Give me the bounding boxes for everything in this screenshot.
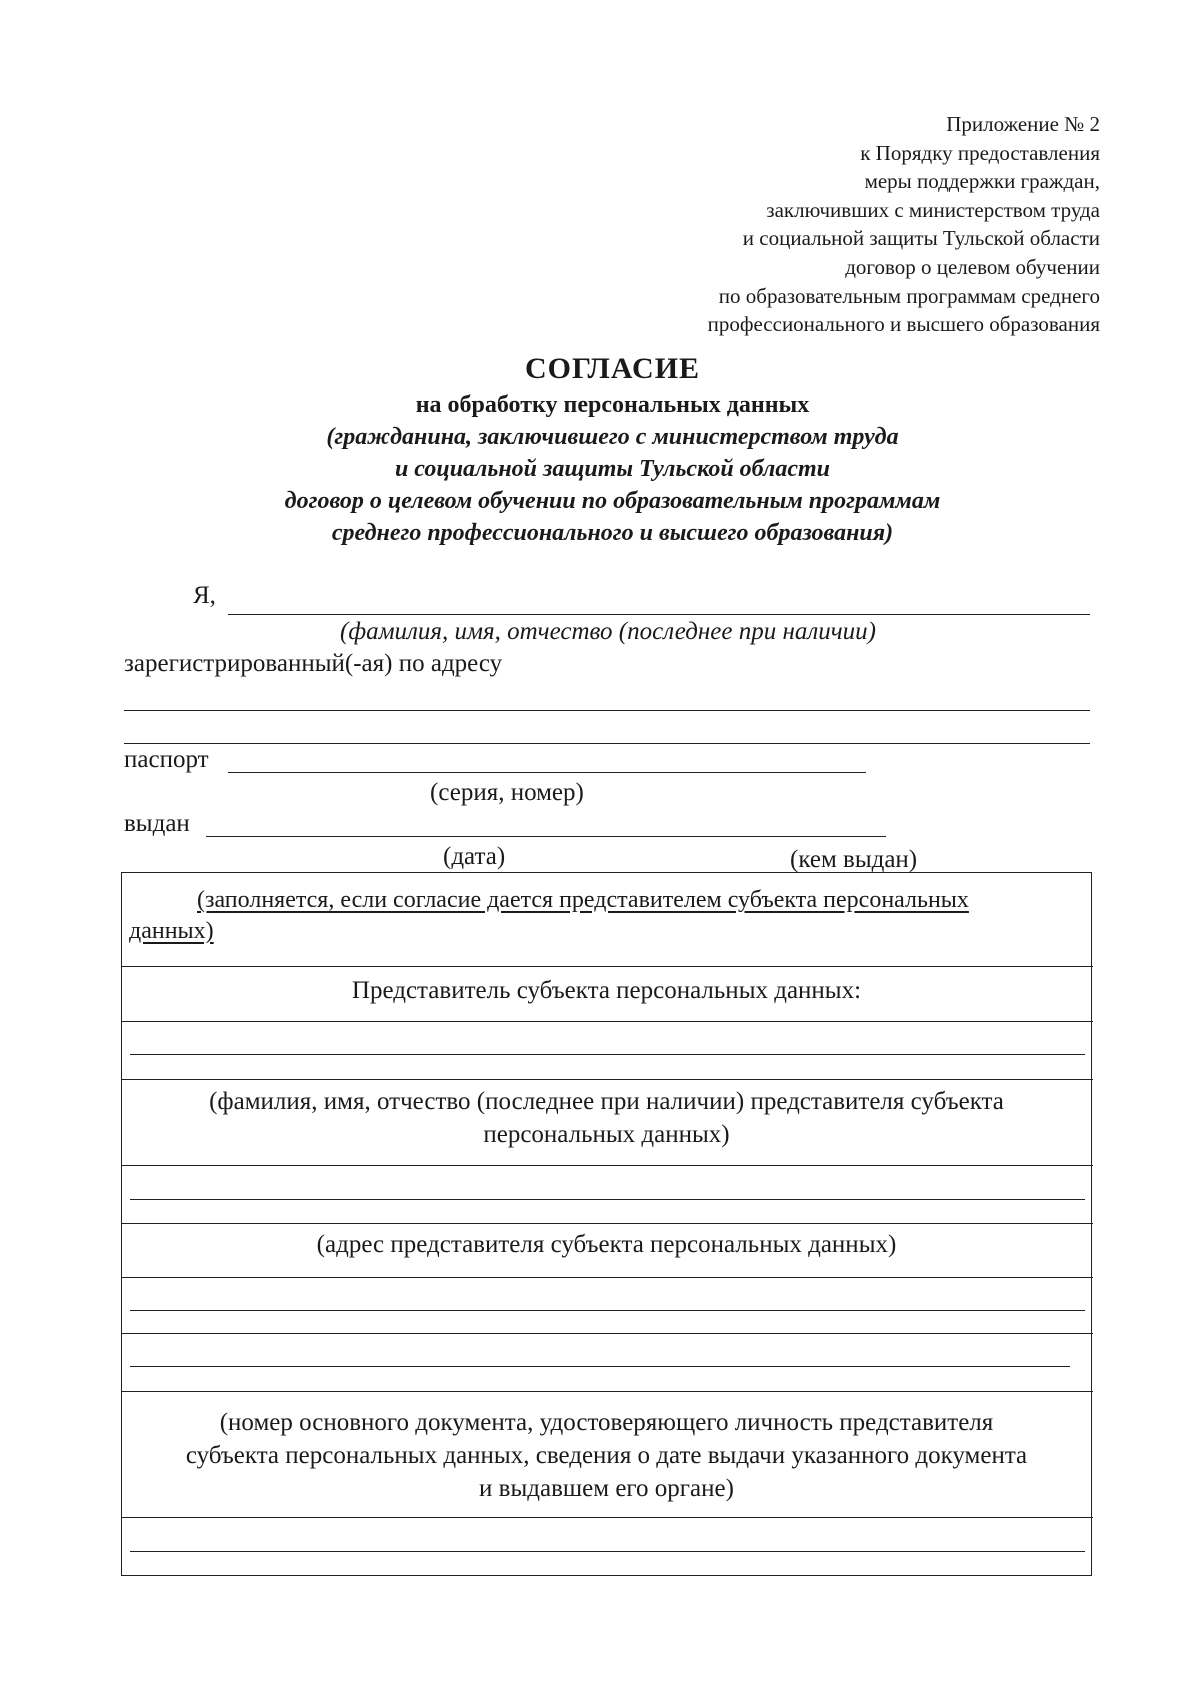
rep-document-hint: субъекта персональных данных, сведения о дате выдачи указанного документа xyxy=(185,1442,1028,1469)
appendix-line: Приложение № 2 xyxy=(946,112,1100,136)
fio-hint: (фамилия, имя, отчество (последнее при наличии) xyxy=(340,618,877,645)
address-label: зарегистрированный(-ая) по адресу xyxy=(124,650,503,677)
appendix-line: к Порядку предоставления xyxy=(860,140,1100,165)
subtitle-italic-line: и социальной защиты Тульской области xyxy=(394,456,831,482)
rep-fio-hint: персональных данных) xyxy=(483,1121,730,1148)
rep-document-hint: и выдавшем его органе) xyxy=(479,1475,734,1502)
rep-address-line[interactable] xyxy=(122,1333,1093,1334)
rep-fio-hint: (фамилия, имя, отчество (последнее при наличии) представителя субъекта xyxy=(209,1088,1004,1115)
representative-note-cont: данных) xyxy=(129,918,214,944)
issuer-hint: (кем выдан) xyxy=(790,846,918,873)
passport-field-line[interactable] xyxy=(228,772,866,773)
address-field-line[interactable] xyxy=(124,743,1090,744)
issued-label: выдан xyxy=(124,810,190,837)
appendix-line: заключивших с министерством труда xyxy=(766,197,1100,222)
box-divider xyxy=(122,966,1093,967)
rep-address-hint: (адрес представителя субъекта персональных данных) xyxy=(316,1231,897,1258)
representative-heading: Представитель субъекта персональных данных: xyxy=(351,977,862,1004)
date-hint: (дата) xyxy=(443,843,506,870)
rep-fio-line[interactable] xyxy=(130,1054,1085,1055)
series-hint: (серия, номер) xyxy=(430,779,584,806)
document-subtitle: на обработку персональных данных xyxy=(415,392,810,418)
fio-field-line[interactable] xyxy=(228,614,1090,615)
rep-document-line[interactable] xyxy=(122,1517,1093,1518)
representative-note: (заполняется, если согласие дается представителем субъекта персональных xyxy=(197,887,969,913)
appendix-line: меры поддержки граждан, xyxy=(864,169,1100,194)
appendix-line: по образовательным программам среднего xyxy=(718,283,1100,308)
rep-fio-line[interactable] xyxy=(130,1199,1085,1200)
subtitle-italic-line: (гражданина, заключившего с министерством труда xyxy=(326,424,899,450)
representative-box xyxy=(121,872,1092,1576)
rep-fio-line[interactable] xyxy=(122,1021,1093,1022)
appendix-line: профессионального и высшего образования xyxy=(707,312,1100,337)
rep-address-line[interactable] xyxy=(130,1366,1070,1367)
passport-label: паспорт xyxy=(124,746,209,773)
document-title: СОГЛАСИЕ xyxy=(524,352,701,385)
issued-field-line[interactable] xyxy=(206,836,886,837)
rep-document-hint: (номер основного документа, удостоверяющего личность представителя xyxy=(219,1409,994,1436)
i-label: Я, xyxy=(193,582,216,609)
address-field-line[interactable] xyxy=(124,710,1090,711)
box-divider xyxy=(122,1223,1093,1224)
rep-address-line[interactable] xyxy=(122,1277,1093,1278)
box-divider xyxy=(122,1391,1093,1392)
subtitle-italic-line: среднего профессионального и высшего образования) xyxy=(331,520,894,546)
rep-document-line[interactable] xyxy=(130,1551,1085,1552)
rep-address-line[interactable] xyxy=(130,1310,1085,1311)
appendix-line: и социальной защиты Тульской области xyxy=(742,226,1100,251)
rep-fio-line[interactable] xyxy=(122,1165,1093,1166)
box-divider xyxy=(122,1079,1093,1080)
subtitle-italic-line: договор о целевом обучении по образовательным программам xyxy=(284,488,941,514)
appendix-block xyxy=(540,110,1100,339)
appendix-line: договор о целевом обучении xyxy=(845,254,1100,279)
